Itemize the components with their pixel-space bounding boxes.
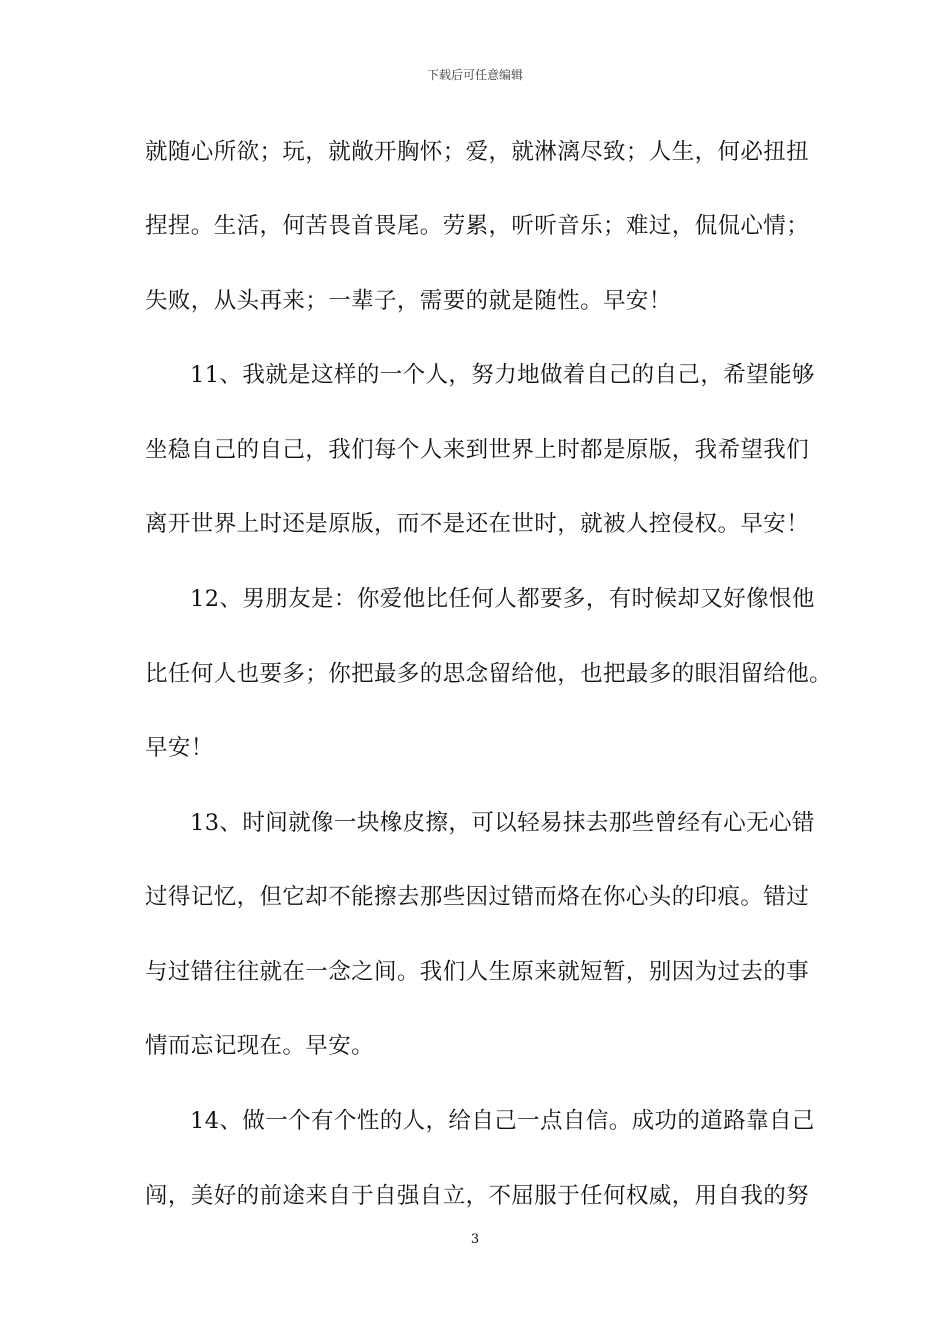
- paragraph-start-line: 14、做一个有个性的人，给自己一点自信。成功的道路靠自己: [190, 1108, 815, 1134]
- text-line: 离开世界上时还是原版，而不是还在世时，就被人控侵权。早安！: [145, 511, 810, 537]
- text-line: 比任何人也要多；你把最多的思念留给他，也把最多的眼泪留给他。: [145, 661, 833, 687]
- text-line: 早安！: [145, 735, 214, 761]
- page-header: 下载后可任意编辑: [426, 68, 523, 82]
- text-line: 失败，从头再来；一辈子，需要的就是随性。早安！: [145, 288, 672, 314]
- text-line: 就随心所欲；玩，就敞开胸怀；爱，就淋漓尽致；人生，何必扭扭: [145, 139, 810, 165]
- text-line: 闯，美好的前途来自于自强自立，不屈服于任何权威，用自我的努: [145, 1183, 810, 1209]
- text-line: 过得记忆，但它却不能擦去那些因过错而烙在你心头的印痕。错过: [145, 884, 810, 910]
- paragraph-start-line: 11、我就是这样的一个人，努力地做着自己的自己，希望能够: [190, 362, 815, 388]
- text-line: 坐稳自己的自己，我们每个人来到世界上时都是原版，我希望我们: [145, 437, 810, 463]
- paragraph-start-line: 13、时间就像一块橡皮擦，可以轻易抹去那些曾经有心无心错: [190, 810, 815, 836]
- paragraph-start-line: 12、男朋友是：你爱他比任何人都要多，有时候却又好像恨他: [190, 586, 815, 612]
- page-number: 3: [470, 1232, 480, 1247]
- text-line: 捏捏。生活，何苦畏首畏尾。劳累，听听音乐；难过，侃侃心情；: [145, 213, 810, 239]
- text-line: 与过错往往就在一念之间。我们人生原来就短暂，别因为过去的事: [145, 959, 810, 985]
- text-line: 情而忘记现在。早安。: [145, 1033, 375, 1059]
